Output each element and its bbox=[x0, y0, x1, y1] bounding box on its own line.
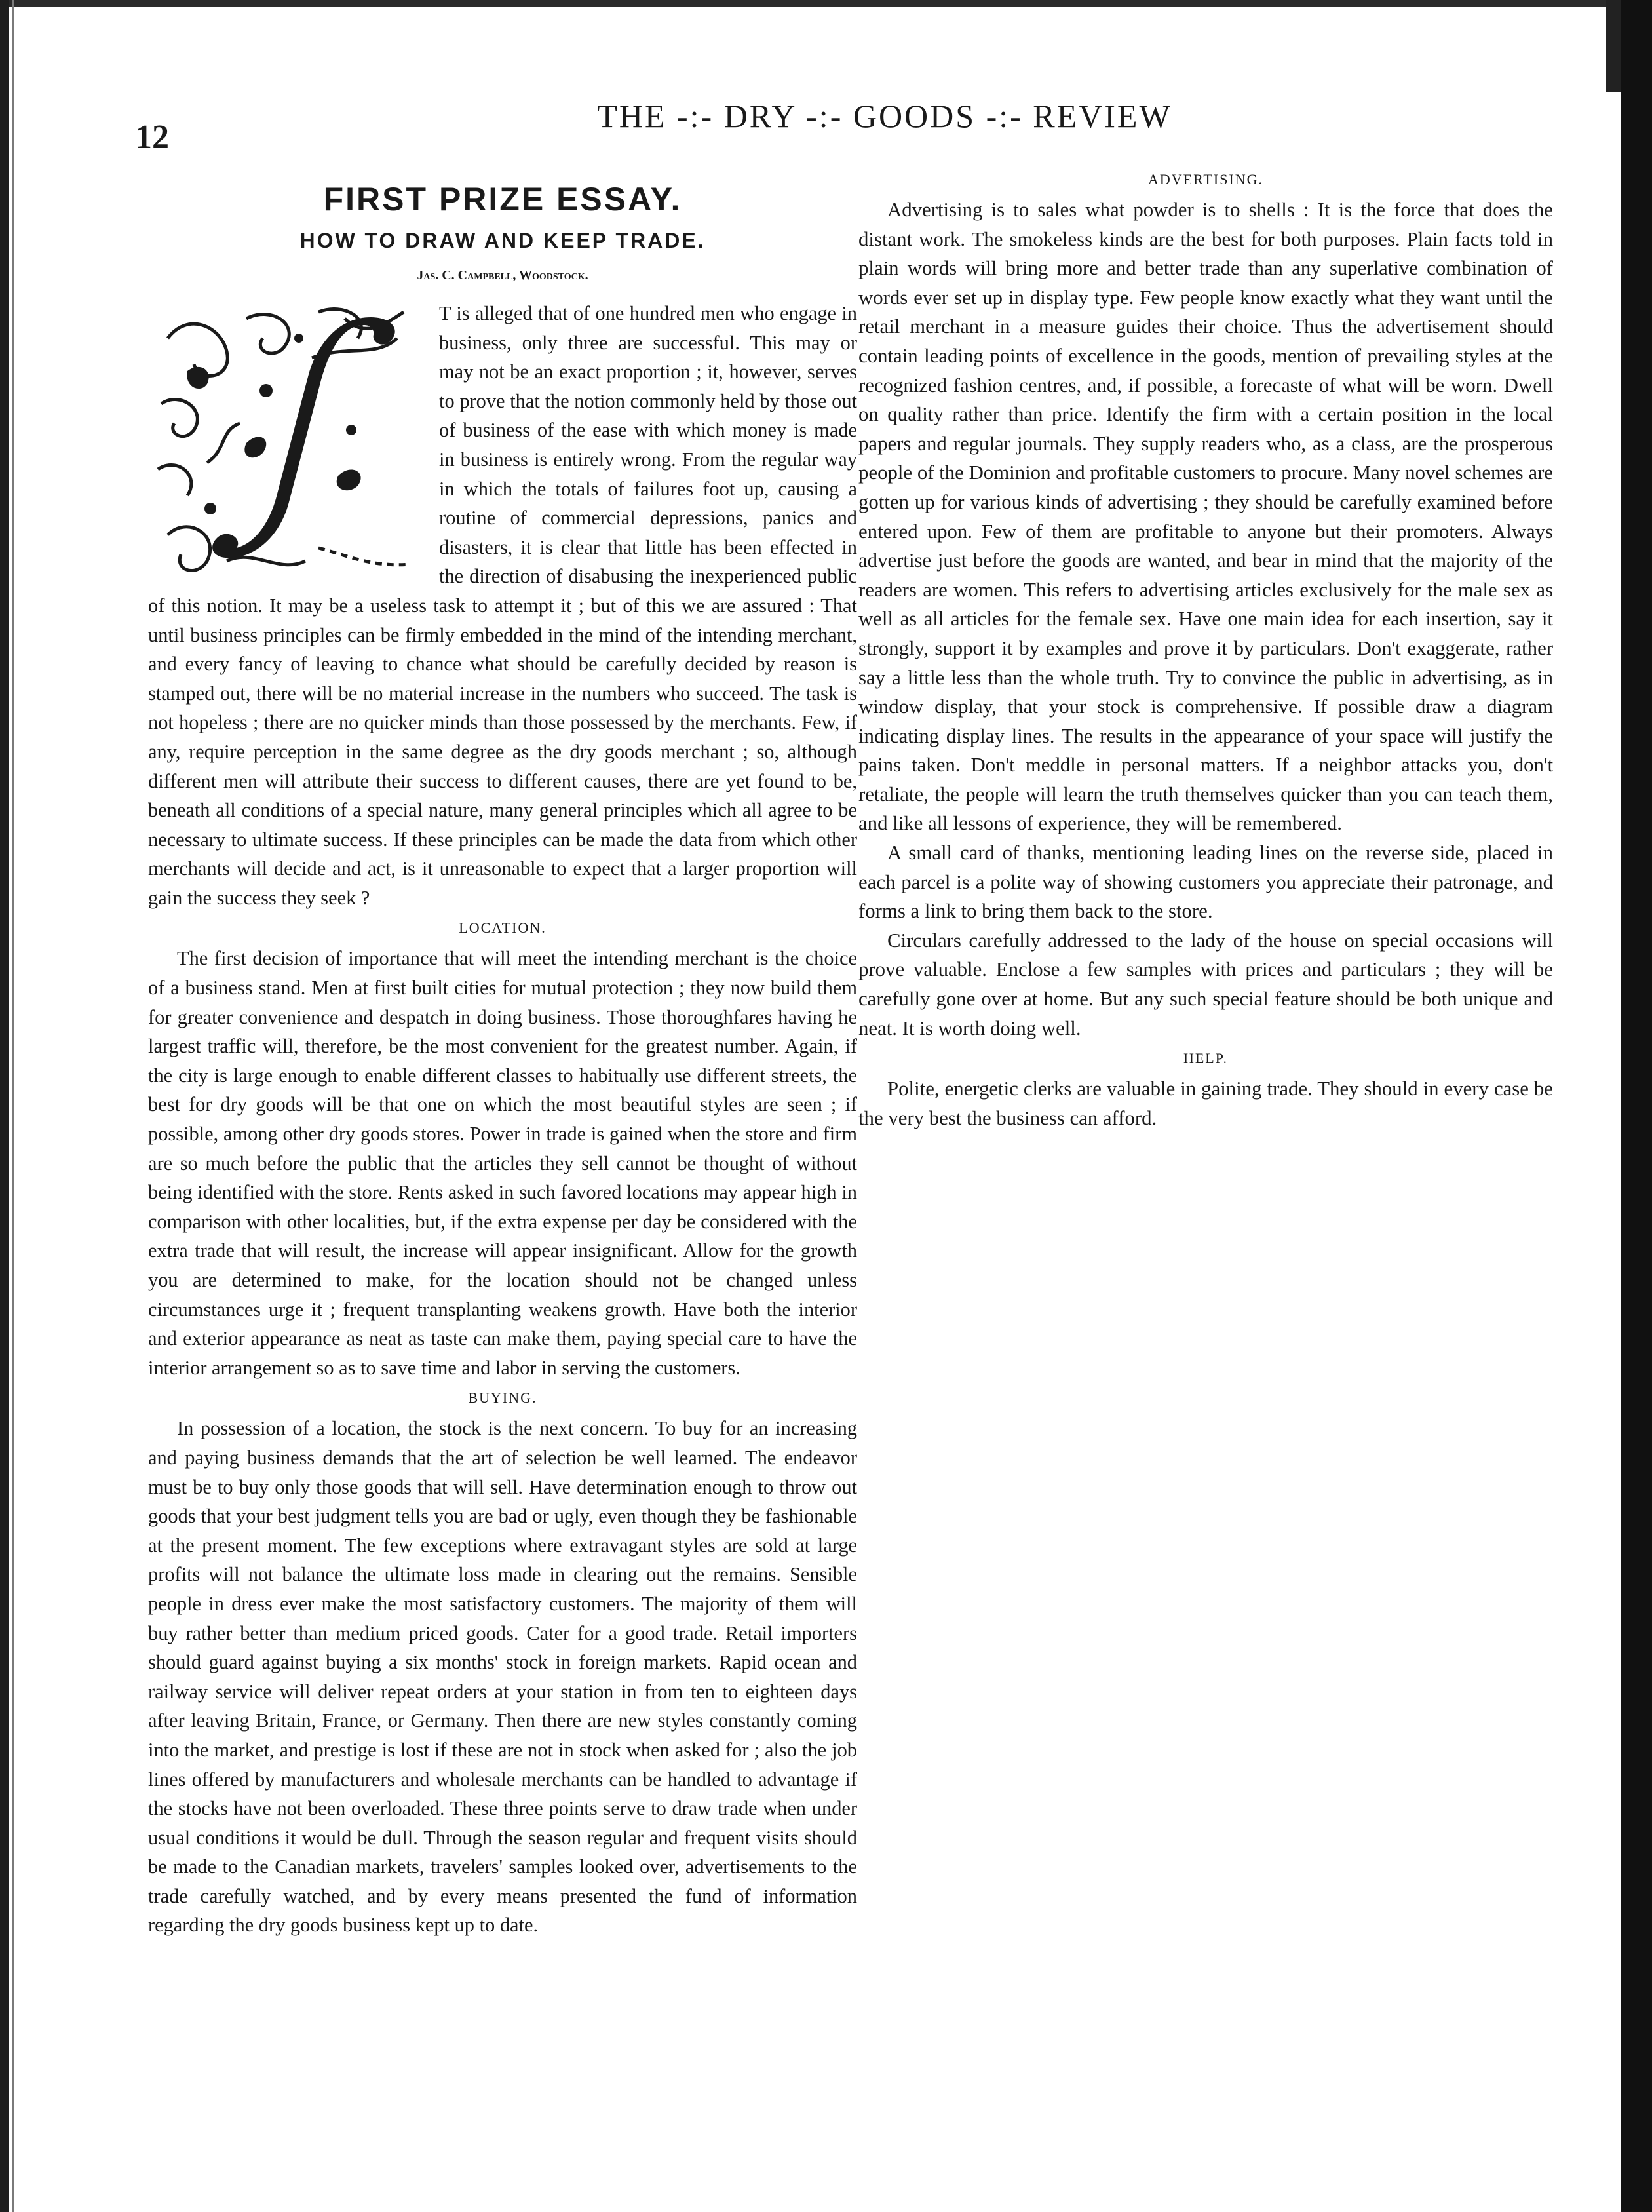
help-paragraph: Polite, energetic clerks are valuable in gaining trade. They should in every case be the very best the business can afford. bbox=[858, 1077, 1553, 1129]
buying-paragraph: In possession of a location, the stock is the next concern. To buy for an increasing and paying business demands that the art of selection be well learned. The endeavor must be to buy only those goods that will sell. Have determination enough to throw out goods that your best judgment tells you are bad or ugly, even though they be fashionable at the present moment. The few exceptions where extravagant styles are sold at large profits will not balance the ultimate loss made in clearing out the remains. Sensible people in dress ever make the most satisfactory customers. The majority of them will buy rather better than medium priced goods. Cater for a good trade. Retail importers should guard against buying a six months' stock in foreign markets. Rapid ocean and railway service will deliver repeat orders at your station in from ten to eighteen days after leaving Britain, France, or Germany. Then there are new styles constantly coming into the market, and prestige is lost if these are not in stock when asked for ; also the job lines offered by manufacturers and wholesale merchants can be handled to advantage if the stocks have not been overloaded. These three points serve to draw trade when under usual conditions it would be dull. Through the season regular and frequent visits should be made to the Canadian markets, travelers' samples looked over, advertisements to the trade carefully watched, and by every means presented the fund of information regarding the dry goods business kept up to date. bbox=[148, 1417, 857, 1937]
location-heading: LOCATION. bbox=[459, 920, 547, 937]
byline: Jas. C. Campbell, Woodstock. bbox=[417, 268, 588, 282]
running-head: THE -:- DRY -:- GOODS -:- REVIEW bbox=[597, 98, 1172, 134]
ornamental-drop-cap bbox=[148, 299, 430, 587]
help-heading: HELP. bbox=[1183, 1050, 1229, 1067]
advertising-paragraph-1: Advertising is to sales what powder is to shells : It is the force that does the distant work. The smokeless kinds are the best for both purposes. Plain facts told in plain words will bring more and better trade than any superlative combination of words ever set up in display type. Few people know exactly what they want until the retail merchant in a measure guides their choice. Thus the advertisement should contain leading points of excellence in the goods, mention of prevailing styles at the recognized fashion centres, and, if possible, a forecaste of what will be worn. Dwell on quality rather than price. Identify the firm with a certain position in the local papers and regular journals. They supply readers who, as a class, are the prosperous people of the Dominion and profitable customers to procure. Many novel schemes are gotten up for various kinds of advertising ; they should be carefully examined before entered upon. Few of them are profitable to anyone but their promoters. Always advertise just before the goods are wanted, and bear in mind that the majority of the readers are women. This refers to advertising articles exclusively for the male sex as well as all articles for the female sex. Have one main idea for each insertion, say it strongly, support it by examples and prove it by particulars. Don't exaggerate, rather say a little less than the whole truth. Try to convince the public in advertising, as in window display, that your stock is comprehensive. If possible draw a diagram indicating display lines. The results in the appearance of your space will justify the pains taken. Don't meddle in personal matters. If a neighbor attacks you, don't retaliate, the people will learn the truth themselves quicker than you can teach them, and like all lessons of experience, they will be remembered. bbox=[858, 199, 1553, 835]
scan-edge-right bbox=[1621, 0, 1652, 2212]
intro-paragraph: T is alleged that of one hundred men who engage in business, only three are successful. This may or may not be an exact proportion ; it, however, serves to prove that the notion commonly held by those out of business of the ease with which money is made in business is entirely wrong. From the regular way in which the totals of failures foot up, causing a routine of commercial depressions, panics and disasters, it is clear that little has been effected in the direction of disabusing the inexperienced public of this notion. It may be a useless task to attempt it ; but of this we are assured : That until business principles can be firmly embedded in the mind of the intending merchant, and every fancy of leaving to chance what should be carefully decided by reason is stamped out, there will be no material increase in the numbers who succeed. The task is not hopeless ; there are no quicker minds than those possessed by the merchants. Few, if any, require perception in the same degree as the dry goods merchant ; so, although different men will attribute their success to different causes, there are yet found to be, beneath all conditions of a special nature, many general principles which all agree to be necessary to ultimate success. If these principles can be made the data from which other merchants will decide and act, is it unreasonable to expect that a larger proportion will gain the success they seek ? bbox=[148, 302, 857, 909]
drop-cap-ornament-icon bbox=[148, 299, 430, 587]
page-number: 12 bbox=[135, 119, 169, 156]
scan-edge-top bbox=[0, 0, 1652, 7]
location-paragraph: The first decision of importance that will meet the intending merchant is the choice of a business stand. Men at first built cities for mutual protection ; they now build them for greater convenience and despatch in doing business. Those thoroughfares having he largest traffic will, therefore, be the most convenient for the greatest number. Again, if the city is large enough to enable different classes to habitually use different streets, the best for dry goods will be that one on which the most beautiful styles are seen ; if possible, among other dry goods stores. Power in trade is gained when the store and firm are so much before the public that the articles they sell cannot be thought of without being identified with the store. Rents asked in such favored locations may appear high in comparison with other localities, but, if the extra expense per day be considered with the extra trade that will result, the increase will appear insignificant. Allow for the growth you are determined to make, for the location should not be changed unless circumstances urge it ; frequent transplanting weakens growth. Have both the interior and exterior appearance as neat as taste can make them, paying special care to have the interior arrangement so as to save time and labor in serving the customers. bbox=[148, 947, 857, 1379]
advertising-paragraph-3: Circulars carefully addressed to the lady of the house on special occasions will prove valuable. Enclose a few samples with prices and particulars ; they will be carefully gone over at home. But any such special feature should be both unique and neat. It is worth doing well. bbox=[858, 929, 1553, 1039]
scan-edge-left-line bbox=[12, 0, 14, 2212]
buying-heading: BUYING. bbox=[468, 1389, 537, 1407]
advertising-heading: ADVERTISING. bbox=[1147, 171, 1264, 187]
left-column bbox=[148, 164, 857, 1940]
essay-title: FIRST PRIZE ESSAY. bbox=[323, 181, 682, 218]
scan-edge-right-corner bbox=[1606, 0, 1621, 92]
essay-subtitle: HOW TO DRAW AND KEEP TRADE. bbox=[299, 229, 706, 252]
advertising-paragraph-2: A small card of thanks, mentioning leading lines on the reverse side, placed in each parcel is a polite way of showing customers you appreciate their patronage, and forms a link to bring them back to the store. bbox=[858, 842, 1553, 923]
right-column bbox=[858, 164, 1553, 1133]
scan-edge-left bbox=[0, 0, 9, 2212]
